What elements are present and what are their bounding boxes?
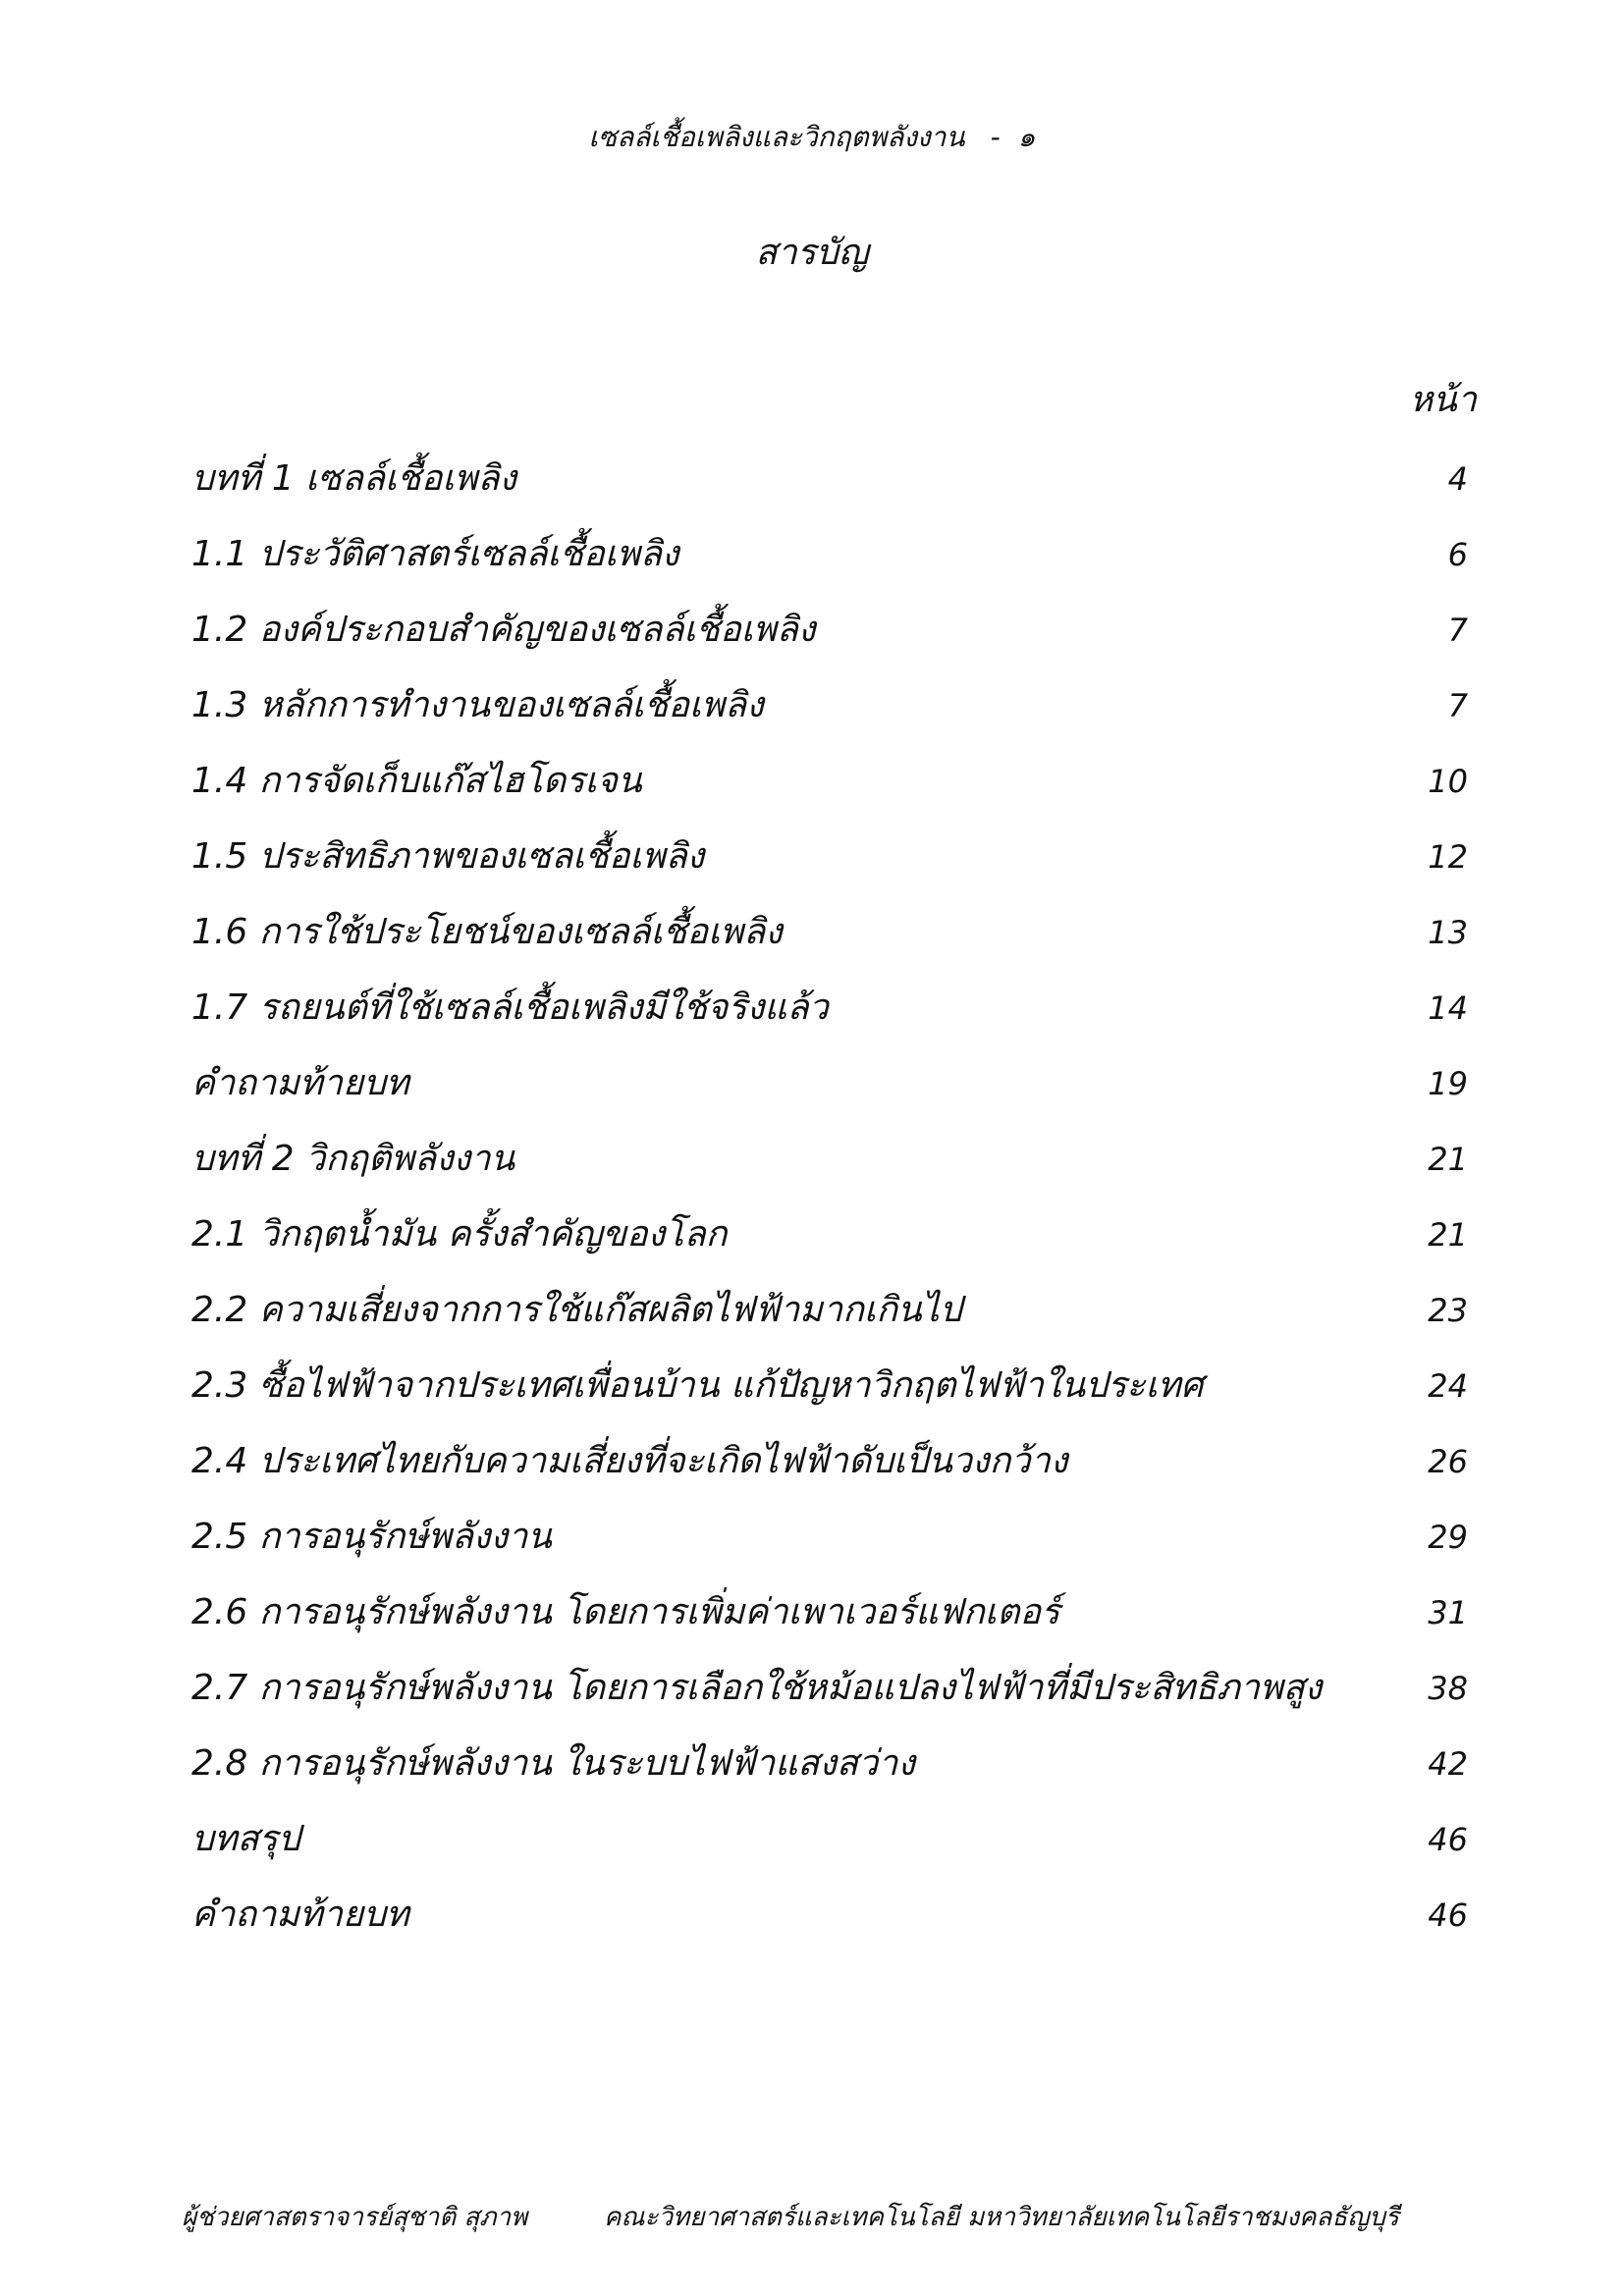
toc-entry-label: 2.3 ซื้อไฟฟ้าจากประเทศเพื่อนบ้าน แก้ปัญหาวิกฤตไฟฟ้าในประเทศ — [191, 1365, 1204, 1406]
toc-entry-page: 19 — [1428, 1065, 1468, 1102]
toc-row — [191, 1432, 1488, 1491]
toc-entry-label: 1.5 ประสิทธิภาพของเซลเชื้อเพลิง — [191, 836, 705, 877]
toc-entry-page: 42 — [1428, 1745, 1468, 1783]
toc-entry-label: 2.2 ความเสี่ยงจากการใช้แก๊สผลิตไฟฟ้ามากเกินไป — [191, 1290, 962, 1330]
toc-row — [191, 752, 1488, 811]
footer-author: ผู้ช่วยศาสตราจารย์สุชาติ สุภาพ — [182, 2203, 528, 2232]
toc-row — [191, 979, 1488, 1038]
toc-entry-page: 24 — [1428, 1367, 1468, 1405]
toc-entry-label: บทที่ 2 วิกฤติพลังงาน — [191, 1139, 515, 1179]
toc-row — [191, 1281, 1488, 1340]
toc-row — [191, 601, 1488, 660]
page-title: สารบัญ — [755, 233, 869, 273]
page-column-label: หน้า — [1409, 380, 1477, 420]
running-header — [0, 116, 1624, 159]
toc-entry-page: 7 — [1447, 612, 1468, 649]
toc-row — [191, 1886, 1488, 1945]
toc-entry-page: 13 — [1428, 914, 1468, 951]
toc-entry-page: 26 — [1428, 1443, 1468, 1480]
toc-entry-page: 14 — [1428, 989, 1468, 1027]
header-separator: - — [990, 121, 1001, 153]
toc-entry-label: บทที่ 1 เซลล์เชื้อเพลิง — [191, 458, 516, 499]
toc-entry-page: 23 — [1428, 1292, 1468, 1329]
toc-entry-page: 10 — [1428, 763, 1468, 800]
toc-entry-label: 2.5 การอนุรักษ์พลังงาน — [191, 1517, 552, 1557]
toc-entry-label: 1.3 หลักการทำงานของเซลล์เชื้อเพลิง — [191, 685, 764, 725]
toc-entry-label: คำถามท้ายบท — [191, 1063, 409, 1103]
toc-entry-page: 4 — [1447, 460, 1468, 498]
toc-entry-page: 46 — [1428, 1821, 1468, 1858]
toc-entry-label: คำถามท้ายบท — [191, 1895, 409, 1935]
toc-entry-label: 1.7 รถยนต์ที่ใช้เซลล์เชื้อเพลิงมีใช้จริงแล้ว — [191, 988, 829, 1028]
toc-entry-page: 12 — [1428, 838, 1468, 876]
header-page-number: ๑ — [1017, 121, 1036, 153]
toc-entry-page: 29 — [1428, 1519, 1468, 1556]
toc-entry-page: 21 — [1428, 1141, 1468, 1178]
toc-row — [191, 525, 1488, 584]
toc-row — [191, 1130, 1488, 1189]
toc-row — [191, 1810, 1488, 1869]
toc-entry-label: 2.7 การอนุรักษ์พลังงาน โดยการเลือกใช้หม้อแปลงไฟฟ้าที่มีประสิทธิภาพสูง — [191, 1668, 1323, 1708]
toc-row — [191, 1357, 1488, 1415]
toc-entry-page: 31 — [1428, 1594, 1468, 1631]
toc-row — [191, 1735, 1488, 1793]
toc-row — [191, 1508, 1488, 1567]
toc-row — [191, 676, 1488, 735]
toc-entry-page: 7 — [1447, 687, 1468, 724]
toc-entry-label: 2.4 ประเทศไทยกับความเสี่ยงที่จะเกิดไฟฟ้าดับเป็นวงกว้าง — [191, 1441, 1068, 1481]
toc-entry-label: 1.2 องค์ประกอบสำคัญของเซลล์เชื้อเพลิง — [191, 610, 816, 650]
toc-entry-label: บทสรุป — [191, 1819, 300, 1859]
toc-row — [191, 1583, 1488, 1642]
toc-entry-page: 46 — [1428, 1896, 1468, 1934]
toc-entry-page: 21 — [1428, 1216, 1468, 1254]
toc-entry-label: 2.1 วิกฤตน้ำมัน ครั้งสำคัญของโลก — [191, 1214, 728, 1255]
toc-row — [191, 828, 1488, 886]
toc-row — [191, 450, 1488, 508]
toc-row — [191, 1054, 1488, 1113]
footer-affiliation: คณะวิทยาศาสตร์และเทคโนโลยี มหาวิทยาลัยเทคโนโลยีราชมงคลธัญบุรี — [604, 2203, 1399, 2232]
toc-entry-label: 2.6 การอนุรักษ์พลังงาน โดยการเพิ่มค่าเพาเวอร์แฟกเตอร์ — [191, 1592, 1060, 1632]
toc-entry-page: 6 — [1447, 536, 1468, 573]
toc-entry-label: 2.8 การอนุรักษ์พลังงาน ในระบบไฟฟ้าแสงสว่าง — [191, 1743, 915, 1784]
toc-entry-page: 38 — [1428, 1670, 1468, 1707]
toc-entry-label: 1.4 การจัดเก็บแก๊สไฮโดรเจน — [191, 761, 642, 801]
toc-row — [191, 903, 1488, 962]
toc-entry-label: 1.1 ประวัติศาสตร์เซลล์เชื้อเพลิง — [191, 534, 679, 574]
running-title: เซลล์เชื้อเพลิงและวิกฤตพลังงาน — [588, 121, 965, 153]
toc-entry-label: 1.6 การใช้ประโยชน์ของเซลล์เชื้อเพลิง — [191, 912, 783, 952]
toc-row — [191, 1205, 1488, 1264]
toc-row — [191, 1659, 1488, 1718]
